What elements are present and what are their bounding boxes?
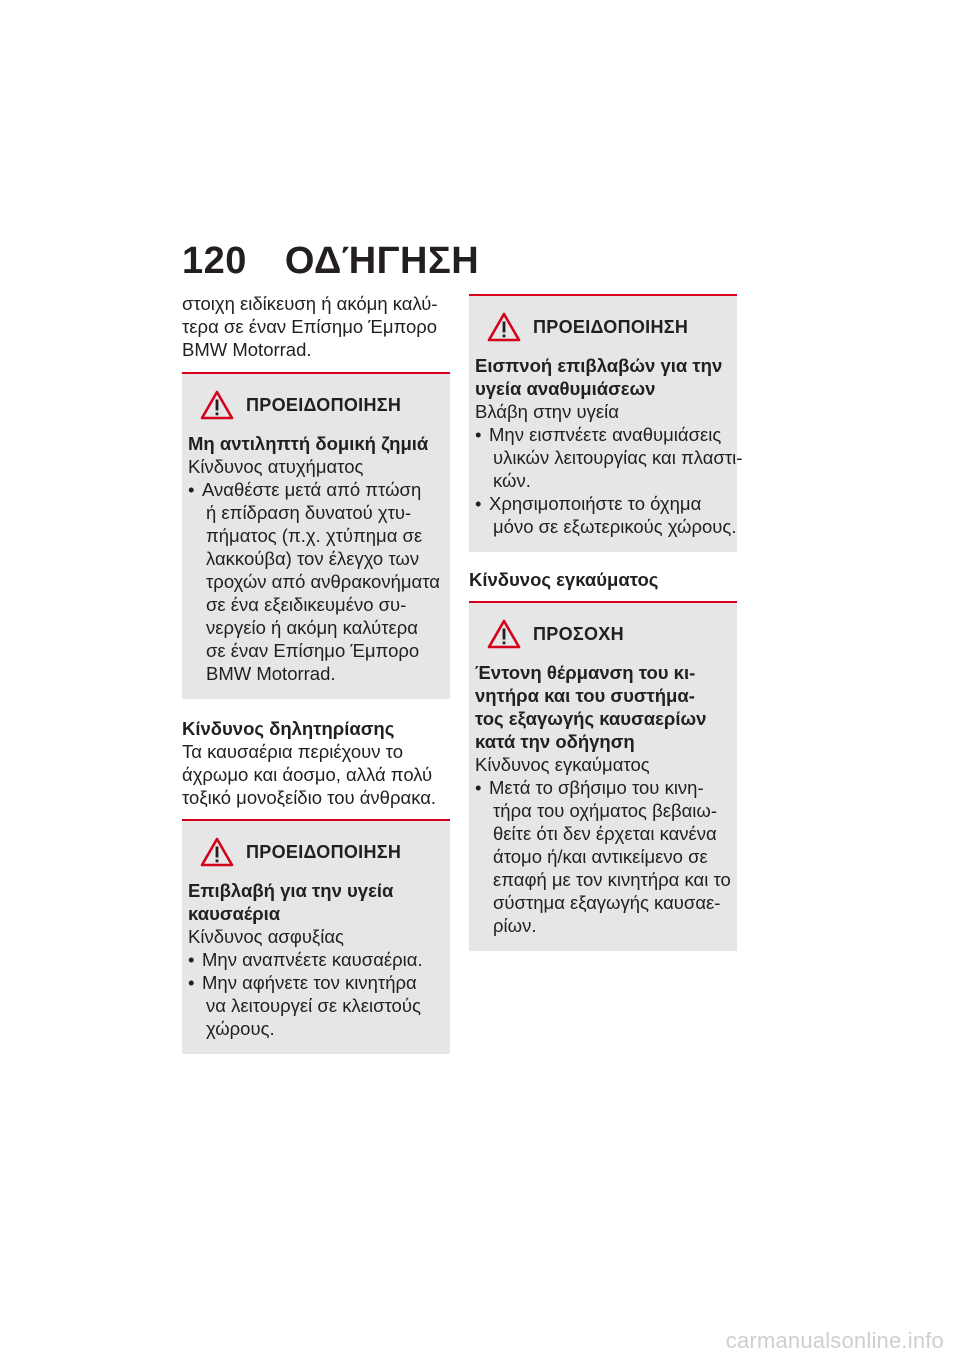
text-line: τερα σε έναν Επίσημο Έμπορο: [182, 316, 438, 337]
warning-label-text: ΠΡΟΕΙΔΟΠΟΙΗΣΗ: [246, 394, 402, 415]
text-line: Εισπνοή επιβλαβών για την: [475, 355, 723, 376]
warning-box-exhaust-gas: [182, 819, 450, 1054]
warning-box-fumes: [469, 294, 743, 552]
warning-triangle-icon: [487, 312, 521, 342]
bullet-line: άτομο ή/και αντικείμενο σε: [493, 846, 708, 867]
bullet-line: σε ένα εξειδικευμένο συ-: [206, 594, 407, 615]
section-heading-poisoning: Κίνδυνος δηλητηρίασης: [182, 718, 395, 739]
bullet-line: κών.: [493, 470, 531, 491]
text-line: BMW Motorrad.: [182, 339, 312, 360]
warning-hazard: Βλάβη στην υγεία: [475, 401, 619, 422]
text-line: άχρωμο και άοσμο, αλλά πολύ: [182, 764, 433, 785]
warning-triangle-icon: [487, 619, 521, 649]
warning-heading: [475, 354, 731, 400]
bullet-line: Χρησιμοποιήστε το όχημα: [489, 493, 702, 514]
warning-heading: [475, 661, 731, 753]
bullet-line: τήρα του οχήματος βεβαιω-: [493, 800, 718, 821]
warning-triangle-icon: [200, 390, 234, 420]
warning-label: [487, 619, 731, 649]
bullet-line: Μετά το σβήσιμο του κινη-: [489, 777, 704, 798]
left-column: [182, 292, 450, 1054]
text-line: Επιβλαβή για την υγεία: [188, 880, 394, 901]
bullet-item: [475, 776, 731, 937]
warning-heading: [188, 432, 444, 455]
warning-label-text: ΠΡΟΕΙΔΟΠΟΙΗΣΗ: [246, 841, 402, 862]
warning-triangle-icon: [200, 837, 234, 867]
warning-box-structural-damage: [182, 372, 450, 699]
bullet-item: [188, 948, 444, 971]
bullet-line: να λειτουργεί σε κλειστούς: [206, 995, 421, 1016]
warning-hazard: Κίνδυνος ασφυξίας: [188, 926, 344, 947]
section-title: ΟΔΉΓΗΣΗ: [284, 240, 480, 282]
bullet-line: σύστημα εξαγωγής καυσαε-: [493, 892, 721, 913]
bullet-line: λακκούβα) τον έλεγχο των: [206, 548, 420, 569]
bullet-line: ή επίδραση δυνατού χτυ-: [206, 502, 412, 523]
bullet-line: χώρους.: [206, 1018, 275, 1039]
bullet-dot: •: [188, 479, 195, 500]
warning-hazard: Κίνδυνος εγκαύματος: [475, 754, 650, 775]
bullet-line: μόνο σε εξωτερικούς χώρους.: [493, 516, 737, 537]
bullet-dot: •: [475, 493, 482, 514]
text-line: τοξικό μονοξείδιο του άνθρακα.: [182, 787, 437, 808]
page-number: 120: [182, 240, 247, 282]
bullet-item: [188, 971, 444, 1040]
text-line: νητήρα και του συστήμα-: [475, 685, 695, 706]
bullet-line: Αναθέστε μετά από πτώση: [202, 479, 422, 500]
bullet-line: Μην αφήνετε τον κινητήρα: [202, 972, 417, 993]
bullet-line: υλικών λειτουργίας και πλαστι-: [493, 447, 743, 468]
bullet-line: επαφή με τον κινητήρα και το: [493, 869, 731, 890]
bullet-line: πήματος (π.χ. χτύπημα σε: [206, 525, 423, 546]
section-heading-burns: Κίνδυνος εγκαύματος: [469, 569, 659, 590]
bullet-line: σε έναν Επίσημο Έμπορο: [206, 640, 420, 661]
text-line: Μη αντιληπτή δομική ζημιά: [188, 433, 429, 454]
warning-label: [200, 837, 444, 867]
bullet-line: Μην εισπνέετε αναθυμιάσεις: [489, 424, 722, 445]
bullet-dot: •: [475, 777, 482, 798]
text-line: καυσαέρια: [188, 903, 281, 924]
warning-heading: [188, 879, 444, 925]
text-line: υγεία αναθυμιάσεων: [475, 378, 656, 399]
bullet-dot: •: [188, 949, 195, 970]
bullet-line: Μην αναπνέετε καυσαέρια.: [202, 949, 423, 970]
bullet-line: τροχών από ανθρακονήματα: [206, 571, 440, 592]
page-header: [182, 240, 479, 283]
warning-label: [487, 312, 731, 342]
warning-label: [200, 390, 444, 420]
text-line: Έντονη θέρμανση του κι-: [475, 662, 696, 683]
text-line: Τα καυσαέρια περιέχουν το: [182, 741, 404, 762]
text-line: κατά την οδήγηση: [475, 731, 635, 752]
section-text-poisoning: [182, 740, 450, 809]
intro-text: [182, 292, 450, 361]
bullet-item: [475, 492, 737, 538]
text-line: στοιχη ειδίκευση ή ακόμη καλύ-: [182, 293, 438, 314]
warning-hazard: Κίνδυνος ατυχήματος: [188, 456, 364, 477]
text-line: τος εξαγωγής καυσαερίων: [475, 708, 707, 729]
right-column: [469, 294, 743, 951]
bullet-dot: •: [188, 972, 195, 993]
bullet-item: [188, 478, 444, 685]
bullet-line: ρίων.: [493, 915, 537, 936]
warning-label-text: ΠΡΟΣΟΧΗ: [533, 623, 624, 644]
bullet-dot: •: [475, 424, 482, 445]
watermark: carmanualsonline.info: [725, 1328, 944, 1353]
warning-label-text: ΠΡΟΕΙΔΟΠΟΙΗΣΗ: [533, 316, 689, 337]
caution-box-engine-heat: [469, 601, 737, 951]
bullet-line: θείτε ότι δεν έρχεται κανένα: [493, 823, 717, 844]
bullet-item: [475, 423, 743, 492]
bullet-line: BMW Motorrad.: [206, 663, 336, 684]
bullet-line: νεργείο ή ακόμη καλύτερα: [206, 617, 419, 638]
